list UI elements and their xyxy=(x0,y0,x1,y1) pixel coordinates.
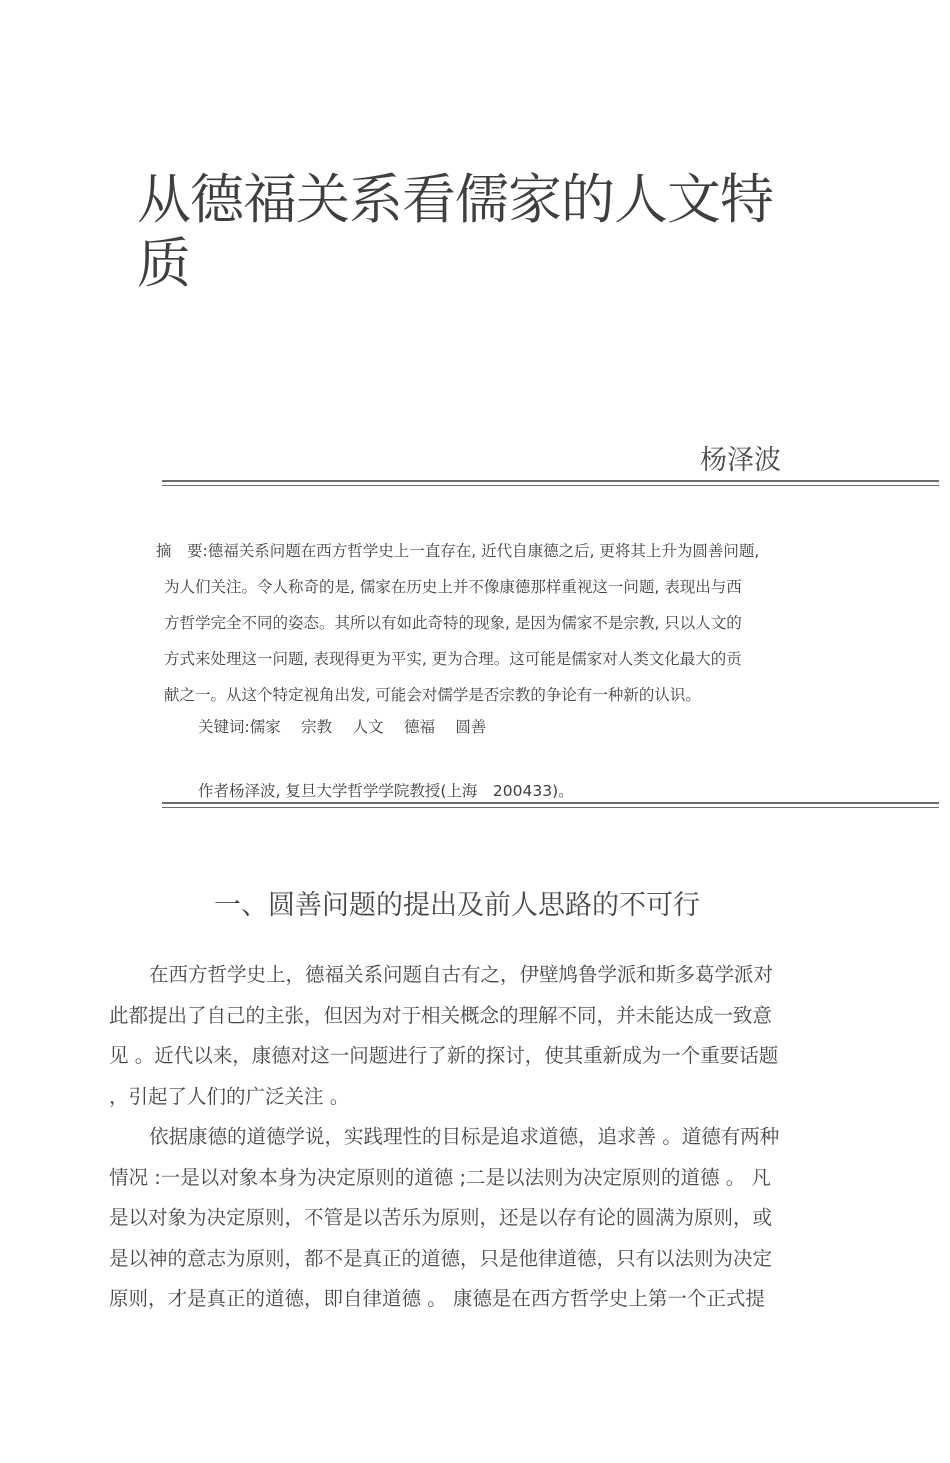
body-line: 是以对象为决定原则，不管是以苦乐为原则，还是以存有论的圆满为原则，或 xyxy=(109,1206,773,1229)
abstract-line: 方式来处理这一问题, 表现得更为平实, 更为合理。这可能是儒家对人类文化最大的贡 xyxy=(164,650,742,668)
abstract xyxy=(156,533,806,713)
paragraph xyxy=(109,1117,829,1320)
body-line: 见 。近代以来，康德对这一问题进行了新的探讨，使其重新成为一个重要话题 xyxy=(109,1044,779,1067)
body-line: 在西方哲学史上，德福关系问题自古有之，伊壁鸠鲁学派和斯多葛学派对 xyxy=(149,963,774,986)
article-title: 从德福关系看儒家的人文特质 xyxy=(137,168,773,295)
body-line: 原则，才是真正的道德，即自律道德 。 康德是在西方哲学史上第一个正式提 xyxy=(109,1287,765,1310)
author-note: 作者杨泽波, 复旦大学哲学学院教授(上海 200433)。 xyxy=(198,782,574,800)
header-rule-bottom xyxy=(162,485,939,486)
abstract-line: 摘 要:德福关系问题在西方哲学史上一直存在, 近代自康德之后, 更将其上升为圆善问题, xyxy=(156,542,760,560)
section-heading: 一、圆善问题的提出及前人思路的不可行 xyxy=(214,890,700,921)
keywords: 关键词:儒家 宗教 人文 德福 圆善 xyxy=(198,718,487,736)
paragraph xyxy=(109,955,829,1117)
body-line: 情况 :一是以对象本身为决定原则的道德 ;二是以法则为决定原则的道德 。 凡 xyxy=(109,1165,771,1189)
abstract-line: 献之一。从这个特定视角出发, 可能会对儒学是否宗教的争论有一种新的认识。 xyxy=(164,686,701,704)
body-line: ，引起了人们的广泛关注 。 xyxy=(109,1084,350,1108)
body-text xyxy=(109,955,829,1320)
abstract-line: 方哲学完全不同的姿态。其所以有如此奇特的现象, 是因为儒家不是宗教, 只以人文的 xyxy=(164,614,742,632)
body-line: 依据康德的道德学说，实践理性的目标是追求道德，追求善 。道德有两种 xyxy=(149,1125,780,1148)
header-rule-top xyxy=(162,480,939,482)
abstract-line: 为人们关注。令人称奇的是, 儒家在历史上并不像康德那样重视这一问题, 表现出与西 xyxy=(164,578,742,596)
author-name: 杨泽波 xyxy=(700,445,781,476)
abstract-rule-bottom xyxy=(162,807,939,808)
body-line: 此都提出了自己的主张，但因为对于相关概念的理解不同，并未能达成一致意 xyxy=(109,1003,773,1027)
body-line: 是以神的意志为原则，都不是真正的道德，只是他律道德，只有以法则为决定 xyxy=(109,1246,773,1270)
abstract-rule-top xyxy=(162,802,939,804)
